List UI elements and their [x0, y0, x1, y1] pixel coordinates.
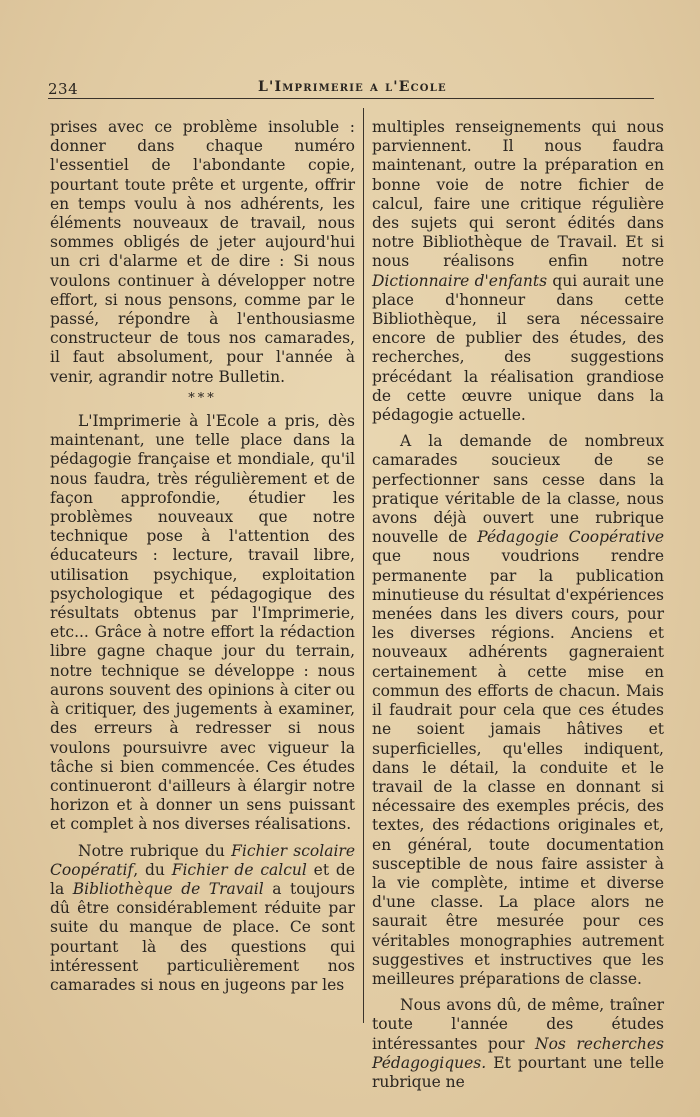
- column-divider: [363, 108, 364, 1023]
- page-number: 234: [48, 80, 79, 98]
- italic-title: Fichier scolaire Coopératif: [50, 841, 355, 879]
- italic-title: Dictionnaire d'enfants: [372, 271, 548, 290]
- italic-title: Bibliothèque de Travail: [72, 879, 264, 898]
- section-separator: ***: [188, 390, 217, 406]
- paragraph: L'Imprimerie à l'Ecole a pris, dès maintenant, une telle place dans la pédagogie française et mondiale, qu'il nous faudra, très régulièrement et de façon approfondie, étudier les problèmes nouveaux que notre technique pose à l'attention des éducateurs : lecture, travail libre, utilisation psychique, exploitation psychologique et pédagogique des résultats obtenus par l'Imprimerie, etc... Grâce à notre effort la rédaction libre gagne chaque jour du terrain, notre technique se développe : nous aurons souvent des opinions à citer ou à critiquer, des jugements à examiner, des erreurs à redresser si nous voulons poursuivre avec vigueur la tâche si bien commencée. Ces études continueront d'ailleurs à élargir notre horizon et à donner un sens puissant et complet à nos diverses réalisations.: [50, 412, 355, 834]
- italic-title: Nos recherches Pédagogiques.: [372, 1034, 664, 1072]
- italic-title: Fichier de calcul: [171, 860, 307, 879]
- page-header: [48, 76, 656, 98]
- paragraph: A la demande de nombreux camarades soucieux de se perfectionner sans cesse dans la pratique véritable de la classe, nous avons déjà ouvert une rubrique nouvelle de Pédagogie Coopérative que nous voudrions rendre permanente par la publication minutieuse du résultat d'expériences menées dans les divers cours, pour les diverses régions. Anciens et nouveaux adhérents gagneraient certainement à cette mise en commun des efforts de chacun. Mais il faudrait pour cela que ces études ne soient jamais hâtives et superficielles, qu'elles indiquent, dans le détail, la conduite et le travail de la classe en donnant si nécessaire des exemples précis, des textes, des rédactions originales et, en général, toute documentation susceptible de nous faire assister à la vie complète, intime et diverse d'une classe. La place alors ne saurait être mesurée pour ces véritables monographies autrement suggestives et instructives que les meilleures préparations de classe.: [372, 432, 664, 988]
- left-column: [50, 118, 355, 995]
- running-title: L'Imprimerie a l'Ecole: [258, 79, 447, 95]
- paragraph: Notre rubrique du Fichier scolaire Coopératif, du Fichier de calcul et de la Bibliothèque de Travail a toujours dû être considérablement réduite par suite du manque de place. Ce sont pourtant là des questions qui intéressent particulièrement nos camarades si nous en jugeons par les: [50, 841, 356, 994]
- italic-title: Pédagogie Coopérative: [477, 528, 664, 547]
- paragraph: multiples renseignements qui nous parviennent. Il nous faudra maintenant, outre la préparation en bonne voie de notre fichier de calcul, faire une critique régulière des sujets qui seront édités dans notre Bibliothèque de Travail. Et si nous réalisons enfin notre Dictionnaire d'enfants qui aurait une place d'honneur dans cette Bibliothèque, il sera nécessaire encore de publier des études, des recherches, des suggestions précédant la réalisation grandiose de cette œuvre unique dans la pédagogie actuelle.: [372, 118, 664, 425]
- header-rule: [48, 98, 654, 99]
- paragraph: prises avec ce problème insoluble : donner dans chaque numéro l'essentiel de l'abondante copie, pourtant toute prête et urgente, offrir en temps voulu à nos adhérents, les éléments nouveaux de travail, nous sommes obligés de jeter aujourd'hui un cri d'alarme et de dire : Si nous voulons continuer à développer notre effort, si nous pensons, comme par le passé, répondre à l'enthousiasme constructeur de tous nos camarades, il faut absolument, pour l'année à venir, agrandir notre Bulletin.: [50, 118, 355, 386]
- paragraph: Nous avons dû, de même, traîner toute l'année des études intéressantes pour Nos recherches Pédagogiques. Et pourtant une telle rubrique ne: [372, 996, 664, 1091]
- right-column: [372, 118, 664, 1092]
